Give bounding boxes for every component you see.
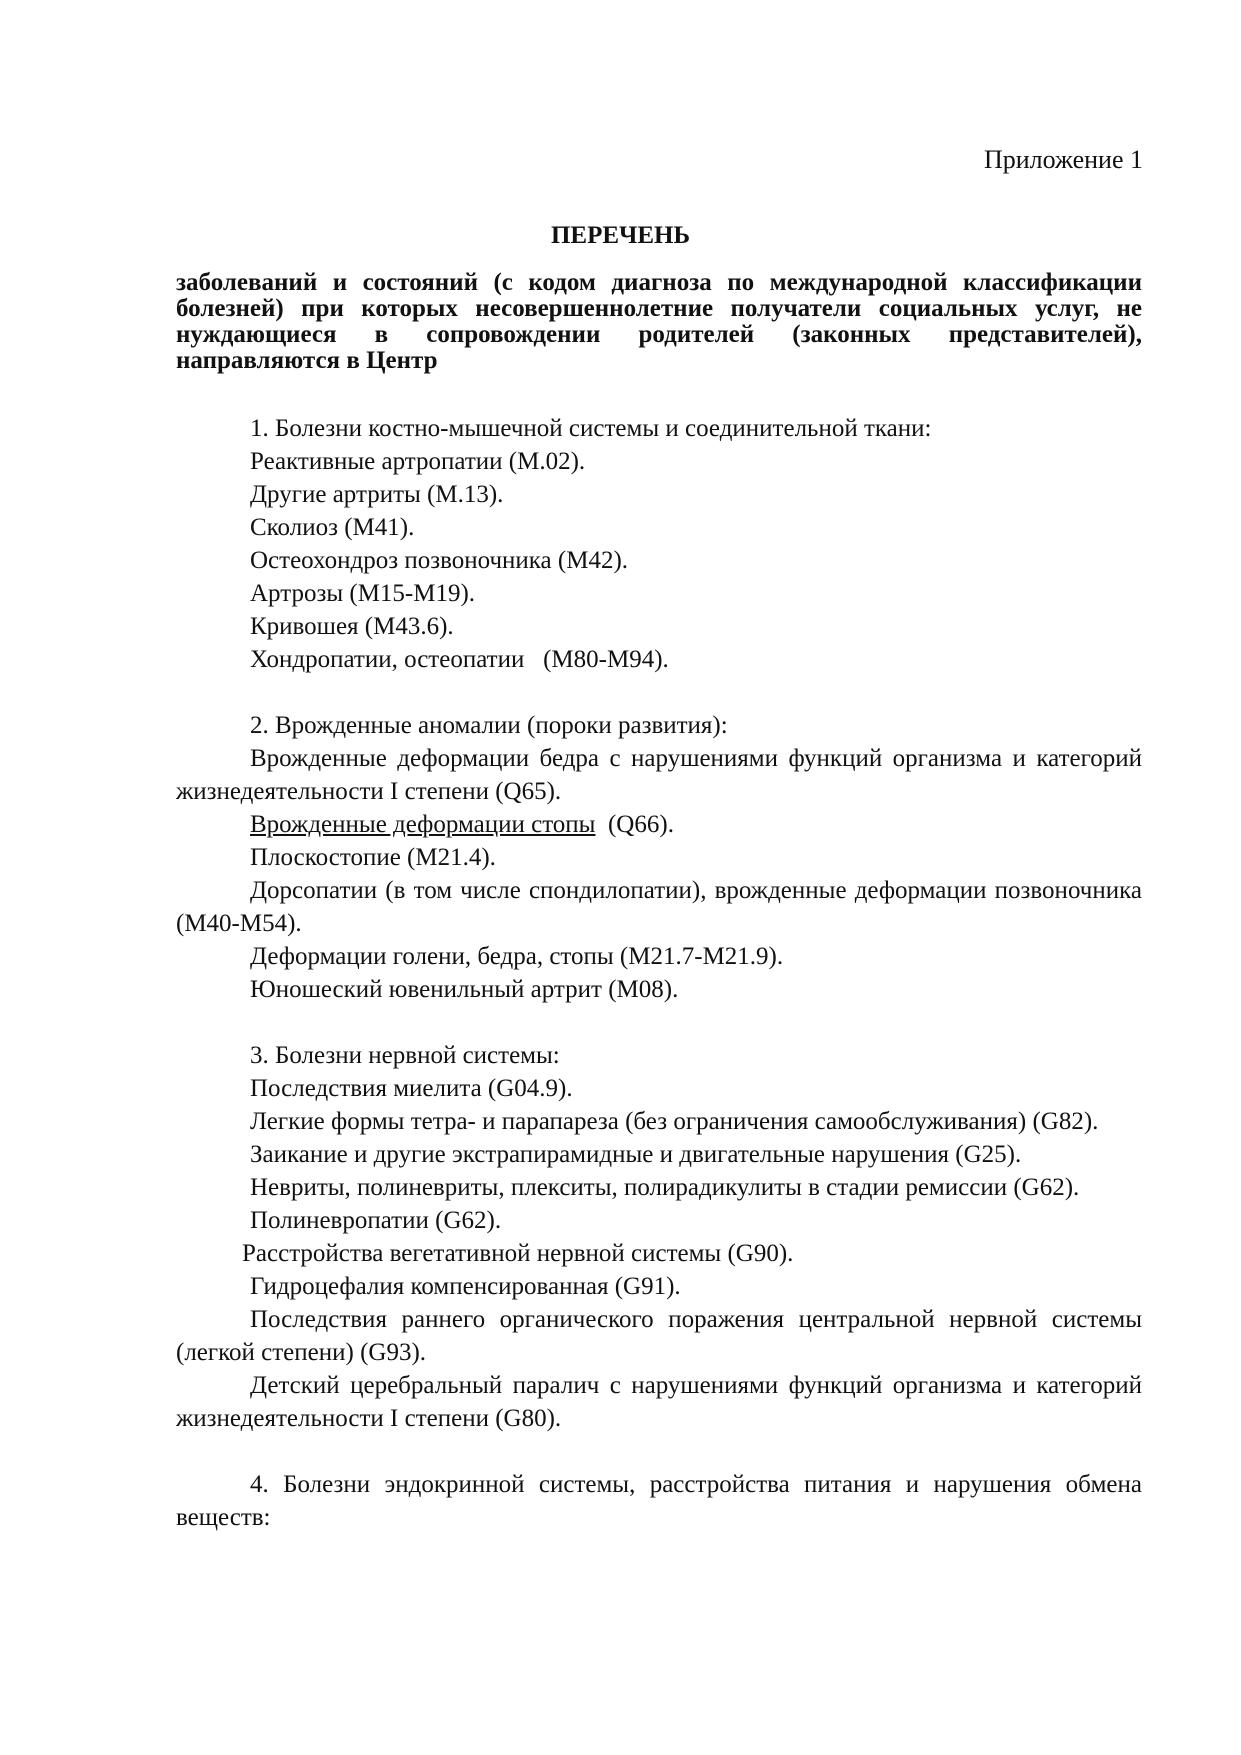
section-heading-2: 2. Врожденные аномалии (пороки развития): (250, 712, 728, 739)
annex-label: Приложение 1 (983, 145, 1143, 174)
list-item: Реактивные артропатии (М.02). (250, 448, 586, 475)
list-item: Детский церебральный паралич с нарушениями функций организма и категорий жизнедеятельности I степени (G80). (176, 1372, 1142, 1432)
list-item: Последствия раннего органического поражения центральной нервной системы (легкой степени) (G93). (176, 1306, 1142, 1366)
list-item: Юношеский ювенильный артрит (М08). (250, 976, 679, 1003)
underlined-term: Врожденные деформации стопы (250, 811, 596, 838)
list-item: Деформации голени, бедра, стопы (М21.7-М21.9). (250, 943, 784, 970)
section-spacer (176, 676, 1142, 709)
section-heading-4: 4. Болезни эндокринной системы, расстройства питания и нарушения обмена веществ: (176, 1471, 1142, 1531)
list-item: Плоскостопие (М21.4). (250, 844, 496, 871)
list-item: Легкие формы тетра- и парапареза (без ограничения самообслуживания) (G82). (250, 1108, 1099, 1135)
list-item: Хондропатии, остеопатии (М80-М94). (250, 646, 669, 673)
document-title: ПЕРЕЧЕНЬ (550, 222, 691, 249)
list-item: Артрозы (М15-М19). (250, 580, 476, 607)
list-item: Сколиоз (М41). (250, 514, 415, 541)
section-heading-1: 1. Болезни костно-мышечной системы и соединительной ткани: (250, 415, 932, 442)
diagnosis-code: (Q66). (595, 811, 674, 838)
list-item: Расстройства вегетативной нервной системы (G90). (242, 1240, 794, 1267)
section-spacer (176, 1435, 1142, 1468)
document-subtitle: заболеваний и состояний (с кодом диагноза по международной классификации болезней) при которых несовершеннолетние получатели социальных услуг, не нуждающиеся в сопровождении родителей (законных представителей), направляются в Центр (176, 269, 1142, 374)
section-heading-3: 3. Болезни нервной системы: (250, 1042, 560, 1069)
list-item: Последствия миелита (G04.9). (250, 1075, 573, 1102)
list-item: Кривошея (М43.6). (250, 613, 454, 640)
list-item: Остеохондроз позвоночника (М42). (250, 547, 629, 574)
list-item: Полиневропатии (G62). (250, 1207, 502, 1234)
list-item: Заикание и другие экстрапирамидные и двигательные нарушения (G25). (250, 1141, 1022, 1168)
list-item (176, 808, 1142, 841)
list-item: Другие артриты (М.13). (250, 481, 504, 508)
list-item: Врожденные деформации бедра с нарушениями функций организма и категорий жизнедеятельности I степени (Q65). (176, 745, 1142, 805)
list-item: Невриты, полиневриты, плекситы, полирадикулиты в стадии ремиссии (G62). (250, 1174, 1080, 1201)
list-item: Гидроцефалия компенсированная (G91). (250, 1273, 681, 1300)
section-spacer (176, 1006, 1142, 1039)
list-item: Дорсопатии (в том числе спондилопатии), врожденные деформации позвоночника (М40-М54). (176, 877, 1142, 937)
document-body (176, 412, 1142, 1534)
